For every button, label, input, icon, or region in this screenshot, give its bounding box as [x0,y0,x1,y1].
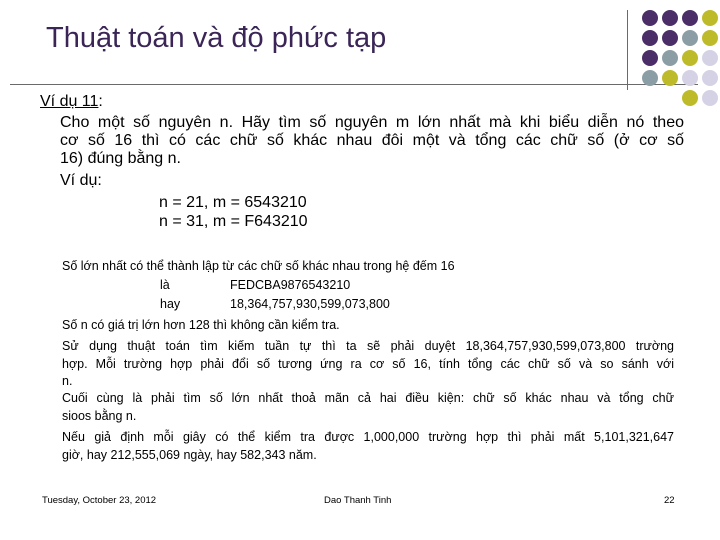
example-caption: Ví dụ: [60,172,102,189]
note-3-line-2: hợp. Mỗi trường hợp phải đổi số tương ứng ra cơ số 16, tính tổng các chữ số và so sánh với [62,357,674,371]
decor-dot [662,70,678,86]
example-case-2: n = 31, m = F643210 [159,213,308,230]
decor-dot [642,30,658,46]
note-1: Số lớn nhất có thể thành lập từ các chữ số khác nhau trong hệ đếm 16 [62,259,455,273]
decor-dot [702,50,718,66]
note-5-line-1: Nếu giả định mỗi giây có thể kiểm tra được 1,000,000 trường hợp thì phải mất 5,101,321,647 [62,430,674,444]
note-4-line-2: sioos bằng n. [62,409,137,423]
decor-dot [702,70,718,86]
decor-dot [642,70,658,86]
example-colon: : [98,93,103,110]
note-3-line-3: n. [62,374,73,388]
footer-author: Dao Thanh Tinh [324,495,392,506]
decor-dot [702,10,718,26]
decor-dot [642,50,658,66]
title-underline [10,84,698,85]
decor-dot [682,10,698,26]
note-la-value: FEDCBA9876543210 [230,278,351,292]
example-label: Ví dụ 11 [40,93,99,110]
note-hay-value: 18,364,757,930,599,073,800 [230,297,390,311]
example-heading [40,92,103,111]
example-case-1: n = 21, m = 6543210 [159,194,307,211]
note-hay-label: hay [160,297,181,311]
note-2: Số n có giá trị lớn hơn 128 thì không cần kiểm tra. [62,318,340,332]
note-5-line-2: giờ, hay 212,555,069 ngày, hay 582,343 năm. [62,448,317,462]
decor-dot [662,10,678,26]
decor-dot [662,30,678,46]
decor-dot [682,70,698,86]
problem-line-3: 16) đúng bằng n. [60,150,181,167]
decor-dot [702,30,718,46]
footer-date: Tuesday, October 23, 2012 [42,495,157,506]
decor-dot [682,90,698,106]
decorative-dot-grid [638,10,720,120]
decor-dot [682,50,698,66]
footer-page-number: 22 [664,495,675,506]
note-4-line-1: Cuối cùng là phải tìm số lớn nhất thoả mãn cả hai điều kiện: chữ số khác nhau và tổng chữ [62,391,674,405]
decor-dot [682,30,698,46]
slide-title: Thuật toán và độ phức tạp [46,22,387,54]
decor-dot [642,10,658,26]
vertical-divider [627,10,628,90]
problem-line-2: cơ số 16 thì có các chữ số khác nhau đôi một và tổng các chữ số (ở cơ số [60,132,684,149]
problem-line-1: Cho một số nguyên n. Hãy tìm số nguyên m lớn nhất mà khi biểu diễn nó theo [60,114,684,131]
decor-dot [662,50,678,66]
note-3-line-1: Sử dụng thuật toán tìm kiếm tuần tự thì ta sẽ phải duyệt 18,364,757,930,599,073,800 trường [62,339,674,353]
decor-dot [702,90,718,106]
note-la-label: là [160,278,170,292]
